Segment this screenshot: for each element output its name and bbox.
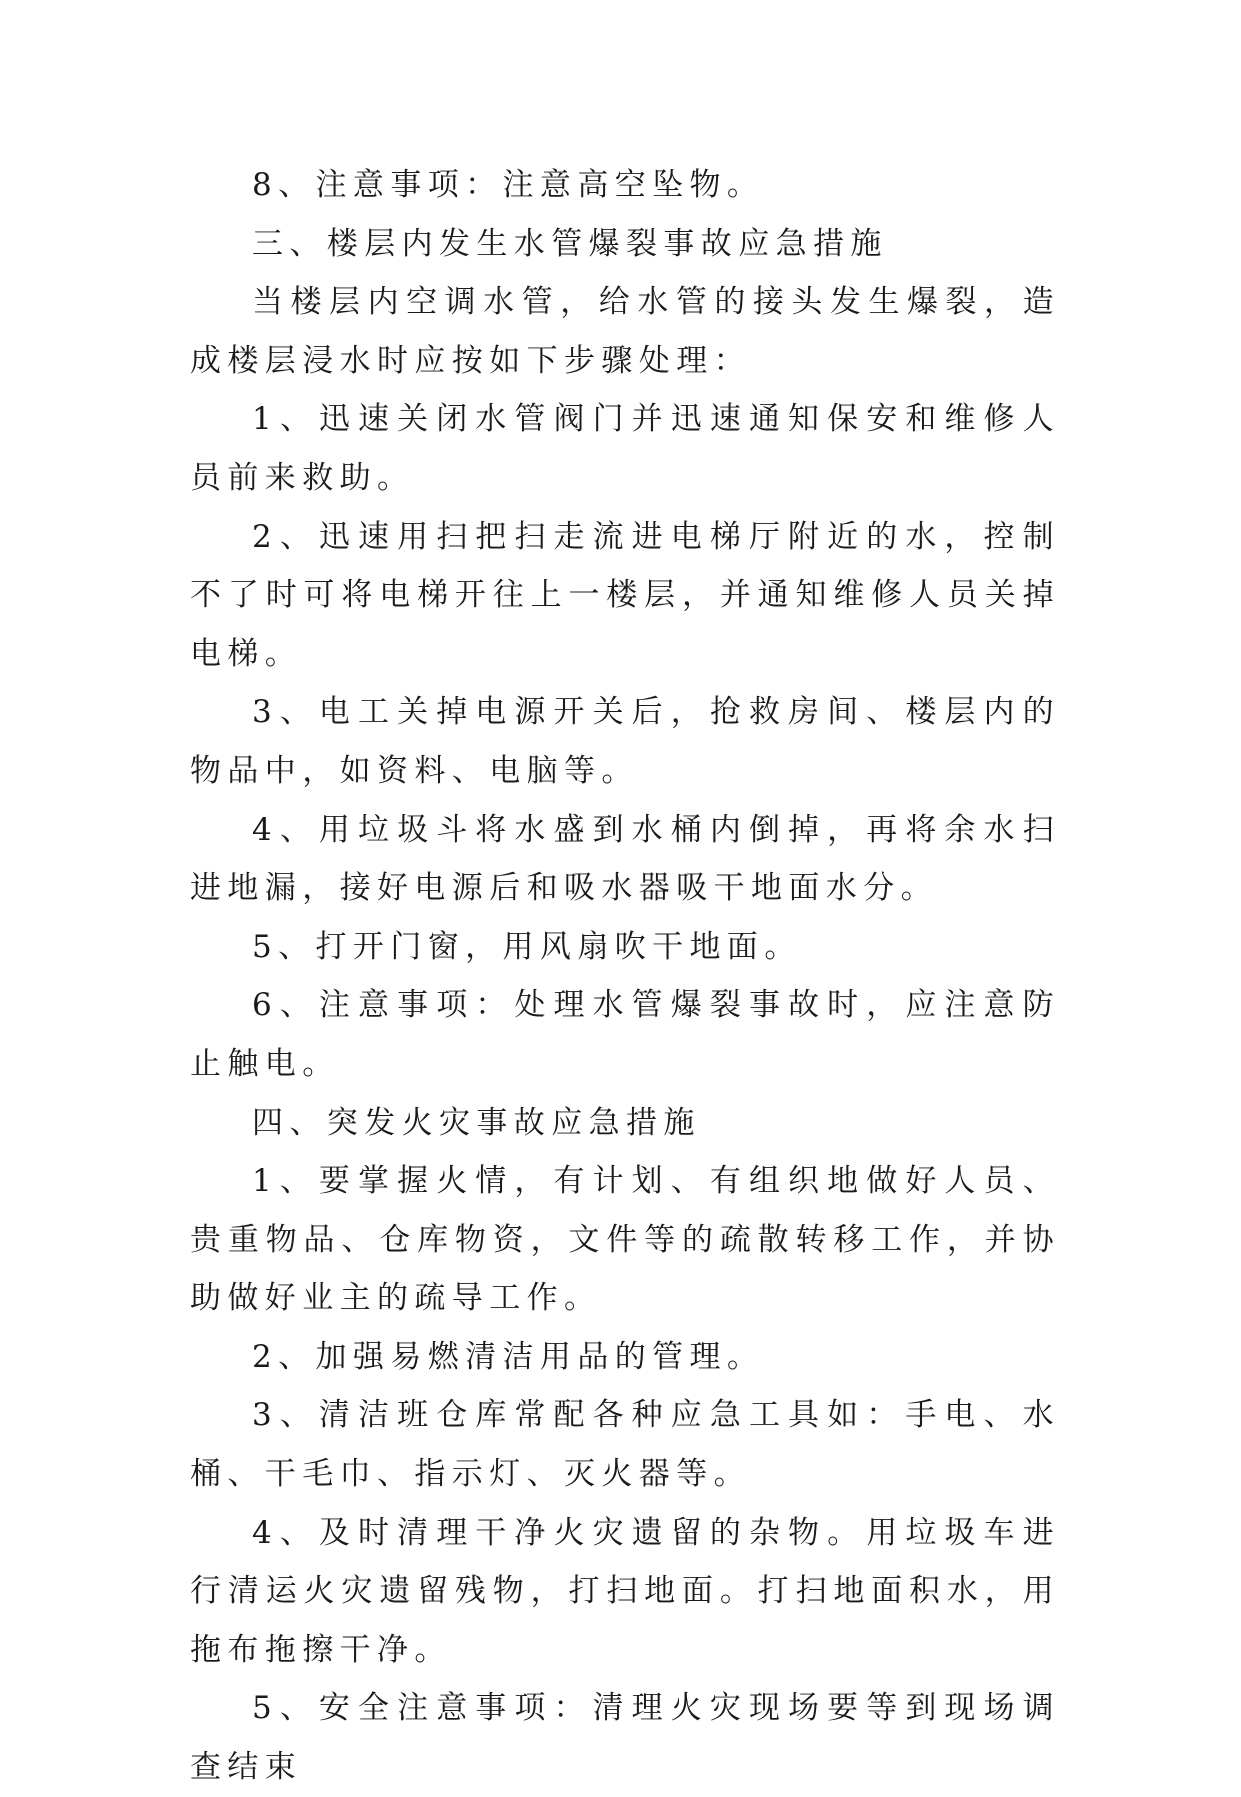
fire-step-3: 3、清洁班仓库常配各种应急工具如：手电、水桶、干毛巾、指示灯、灭火器等。 — [190, 1397, 1060, 1493]
water-step-3: 3、电工关掉电源开关后，抢救房间、楼层内的物品中，如资料、电脑等。 — [190, 694, 1060, 789]
document-body — [190, 156, 1060, 1797]
intro-paragraph: 当楼层内空调水管，给水管的接头发生爆裂，造成楼层浸水时应按如下步骤处理： — [190, 284, 1060, 379]
fire-step-1: 1、要掌握火情，有计划、有组织地做好人员、贵重物品、仓库物资，文件等的疏散转移工作，并协助做好业主的疏导工作。 — [190, 1163, 1060, 1317]
water-step-1: 1、迅速关闭水管阀门并迅速通知保安和维修人员前来救助。 — [190, 401, 1060, 496]
fire-step-5-note: 5、安全注意事项：清理火灾现场要等到现场调查结束 — [190, 1690, 1060, 1786]
water-step-5: 5、打开门窗，用风扇吹干地面。 — [252, 928, 802, 965]
fire-step-2: 2、加强易燃清洁用品的管理。 — [252, 1338, 765, 1375]
item-8-note: 8、注意事项：注意高空坠物。 — [252, 167, 765, 203]
water-step-2: 2、迅速用扫把扫走流进电梯厅附近的水，控制不了时可将电梯开往上一楼层，并通知维修人员关掉电梯。 — [190, 518, 1060, 672]
section-heading-fire: 四、突发火灾事故应急措施 — [252, 1104, 701, 1141]
fire-step-4: 4、及时清理干净火灾遗留的杂物。用垃圾车进行清运火灾遗留残物，打扫地面。打扫地面积水，用拖布拖擦干净。 — [190, 1514, 1060, 1668]
water-step-4: 4、用垃圾斗将水盛到水桶内倒掉，再将余水扫进地漏，接好电源后和吸水器吸干地面水分。 — [190, 811, 1060, 907]
water-step-6-note: 6、注意事项：处理水管爆裂事故时，应注意防止触电。 — [190, 987, 1060, 1082]
section-heading-water-pipe: 三、楼层内发生水管爆裂事故应急措施 — [252, 225, 888, 262]
